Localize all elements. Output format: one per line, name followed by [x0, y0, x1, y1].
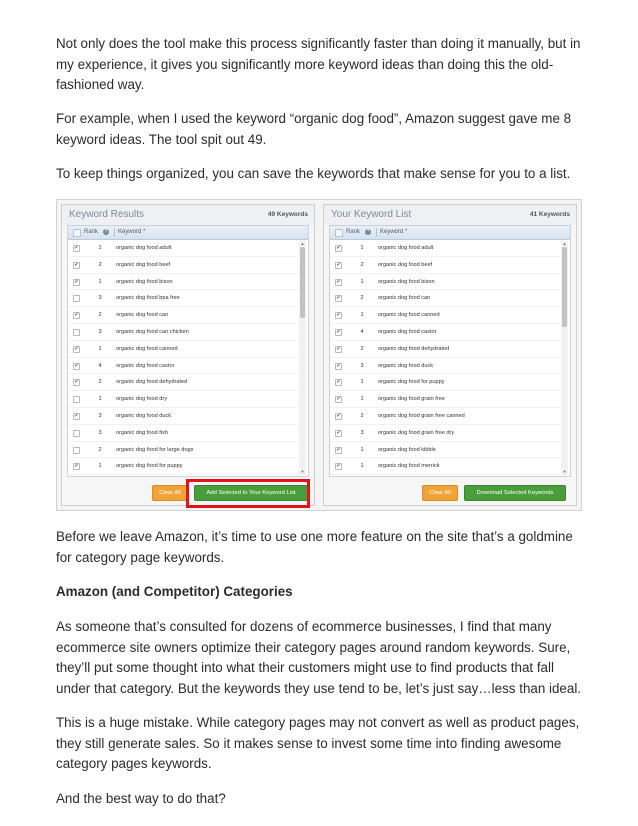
select-all-checkbox[interactable]	[73, 229, 81, 237]
keyword-results-panel	[61, 204, 315, 506]
rank-cell: 3	[98, 328, 102, 335]
info-icon[interactable]: ?	[104, 228, 108, 235]
rank-cell: 1	[360, 245, 364, 251]
your-keyword-list-panel	[323, 204, 577, 506]
rank-cell: 1	[98, 463, 102, 470]
keyword-cell: organic dog food grain free	[378, 396, 445, 403]
keyword-cell: organic dog food beef	[378, 261, 433, 268]
keyword-rows	[330, 240, 560, 475]
rank-cell: 3	[360, 362, 364, 369]
keyword-cell: organic dog food beef	[116, 261, 171, 268]
rank-cell: 3	[98, 295, 102, 302]
checkbox-checked[interactable]: ✔	[336, 278, 341, 285]
rank-cell: 1	[360, 446, 364, 453]
scrollbar[interactable]	[561, 241, 568, 475]
section-heading: Amazon (and Competitor) Categories	[56, 584, 293, 599]
checkbox-unchecked[interactable]	[73, 396, 80, 403]
checkbox-checked[interactable]: ✔	[336, 245, 341, 251]
keyword-cell: organic dog food dry	[116, 396, 167, 403]
checkbox-checked[interactable]: ✔	[74, 261, 79, 268]
mistake-paragraph: This is a huge mistake. While category pages may not convert as well as product pages, they still generate sales. So it makes sense to invest some time into finding awesome category pages keywords.	[56, 715, 580, 771]
checkbox-unchecked[interactable]	[73, 447, 80, 454]
table-row[interactable]	[330, 442, 560, 459]
keyword-count: 41 Keywords	[529, 211, 570, 218]
table-row[interactable]	[68, 358, 298, 375]
rank-cell: 3	[98, 412, 102, 419]
table-header	[330, 226, 570, 240]
rank-cell: 1	[360, 463, 364, 470]
table-row[interactable]	[330, 425, 560, 442]
scroll-down-arrow-icon[interactable]: ▼	[300, 469, 305, 474]
table-row[interactable]	[330, 358, 560, 375]
rank-cell: 2	[360, 261, 364, 268]
keyword-cell: organic dog food dehydrated	[378, 345, 450, 352]
goldmine-paragraph: Before we leave Amazon, it’s time to use one more feature on the site that’s a goldmine for category page keywords.	[56, 529, 573, 565]
scroll-down-arrow-icon[interactable]: ▼	[562, 469, 567, 474]
download-selected-button[interactable]: Download Selected Keywords	[464, 485, 566, 501]
checkbox-checked[interactable]: ✔	[74, 412, 79, 419]
rank-cell: 2	[98, 379, 102, 386]
keyword-cell: organic dog food for puppy	[116, 463, 183, 470]
checkbox-checked[interactable]: ✔	[336, 261, 341, 268]
rank-cell: 1	[360, 278, 364, 285]
keyword-cell: organic dog food castor	[378, 328, 437, 335]
table-row[interactable]	[330, 307, 560, 324]
select-all-checkbox[interactable]	[335, 229, 343, 237]
rank-cell: 3	[98, 429, 102, 436]
keyword-cell: organic dog food bison	[378, 278, 435, 285]
keyword-column-header[interactable]: Keyword *	[380, 229, 408, 235]
panel-title: Your Keyword List	[331, 209, 412, 220]
rank-cell: 2	[98, 312, 102, 319]
info-icon[interactable]: ?	[366, 228, 370, 235]
checkbox-checked[interactable]: ✔	[74, 362, 79, 369]
rank-cell: 4	[360, 328, 364, 335]
rank-cell: 1	[98, 345, 102, 352]
organize-paragraph: To keep things organized, you can save the keywords that make sense for you to a list.	[56, 166, 571, 181]
checkbox-checked[interactable]: ✔	[74, 278, 79, 285]
rank-cell: 4	[98, 362, 102, 369]
checkbox-unchecked[interactable]	[73, 329, 80, 336]
rank-cell: 2	[98, 446, 102, 453]
keyword-count: 49 Keywords	[267, 211, 308, 218]
table-row[interactable]	[68, 458, 298, 475]
checkbox-checked[interactable]: ✔	[336, 328, 341, 335]
keyword-cell: organic dog food grain free dry	[378, 429, 455, 436]
rank-cell: 1	[98, 278, 102, 285]
clear-all-button[interactable]: Clear All	[152, 485, 188, 501]
checkbox-checked[interactable]: ✔	[336, 429, 341, 436]
add-selected-button[interactable]: Add Selected to Your Keyword List	[194, 485, 308, 501]
panel-header	[62, 205, 314, 225]
table-row[interactable]	[68, 391, 298, 408]
example-paragraph: For example, when I used the keyword “organic dog food”, Amazon suggest gave me 8 keyword ideas. The tool spit out 49.	[56, 111, 572, 147]
keyword-cell: organic dog food duck	[378, 362, 434, 369]
table-row[interactable]	[330, 458, 560, 475]
table-row[interactable]	[68, 442, 298, 459]
rank-cell: 1	[98, 245, 102, 251]
table-row[interactable]	[330, 341, 560, 358]
rank-column-header[interactable]: Rank	[346, 229, 361, 235]
rank-cell: 2	[98, 261, 102, 268]
checkbox-unchecked[interactable]	[73, 295, 80, 302]
question-paragraph: And the best way to do that?	[56, 791, 226, 806]
checkbox-checked[interactable]: ✔	[336, 396, 341, 403]
table-row[interactable]	[330, 408, 560, 425]
keyword-cell: organic dog food bison	[116, 278, 173, 285]
keyword-cell: organic dog food merrick	[378, 463, 440, 470]
checkbox-checked[interactable]: ✔	[336, 312, 341, 319]
panel-title: Keyword Results	[69, 209, 145, 220]
table-row[interactable]	[68, 425, 298, 442]
table-row[interactable]	[68, 374, 298, 391]
keyword-cell: organic dog food castor	[116, 362, 175, 369]
rank-cell: 3	[360, 429, 364, 436]
intro-paragraph: Not only does the tool make this process significantly faster than doing it manually, but in my experience, it gives you significantly more keyword ideas than doing this the old-fashioned way.	[56, 36, 581, 92]
rank-cell: 1	[360, 312, 364, 319]
table-row[interactable]	[68, 257, 298, 274]
checkbox-checked[interactable]: ✔	[74, 345, 79, 352]
checkbox-checked[interactable]: ✔	[74, 312, 79, 319]
keyword-cell: organic dog food can chicken	[116, 328, 189, 335]
checkbox-checked[interactable]: ✔	[336, 446, 341, 453]
table-row[interactable]	[330, 274, 560, 291]
keyword-cell: organic dog food dehydrated	[116, 379, 188, 386]
keyword-cell: organic dog food bpa free	[116, 295, 180, 302]
checkbox-checked[interactable]: ✔	[336, 295, 341, 302]
table-header	[68, 226, 308, 240]
keyword-rows	[68, 240, 298, 475]
keyword-cell: organic dog food fish	[116, 429, 168, 436]
checkbox-checked[interactable]: ✔	[336, 362, 341, 369]
table-row[interactable]	[68, 324, 298, 341]
scroll-up-arrow-icon[interactable]: ▲	[562, 241, 567, 246]
table-row[interactable]	[68, 274, 298, 291]
keyword-cell: organic dog food can	[378, 295, 431, 302]
keyword-cell: organic dog food grain free canned	[378, 412, 465, 419]
checkbox-checked[interactable]: ✔	[74, 463, 79, 470]
keyword-tool-screenshot	[56, 199, 582, 511]
table-row[interactable]	[330, 240, 560, 257]
keyword-cell: organic dog food for large dogs	[116, 446, 194, 453]
table-row[interactable]	[330, 290, 560, 307]
checkbox-checked[interactable]: ✔	[336, 412, 341, 419]
table-row[interactable]	[68, 240, 298, 257]
table-row[interactable]	[330, 374, 560, 391]
keyword-cell: organic dog food can	[116, 312, 169, 319]
scroll-thumb[interactable]	[562, 247, 567, 327]
rank-cell: 2	[360, 412, 364, 419]
keyword-cell: organic dog food kibble	[378, 446, 436, 453]
table-row[interactable]	[330, 391, 560, 408]
checkbox-checked[interactable]: ✔	[336, 345, 341, 352]
table-row[interactable]	[68, 307, 298, 324]
keyword-cell: organic dog food adult	[378, 245, 434, 251]
rank-cell: 1	[360, 396, 364, 403]
column-divider	[114, 228, 115, 237]
checkbox-unchecked[interactable]	[73, 430, 80, 437]
keyword-cell: organic dog food duck	[116, 412, 172, 419]
clear-all-button[interactable]: Clear All	[422, 485, 458, 501]
checkbox-checked[interactable]: ✔	[336, 379, 341, 386]
table-row[interactable]	[68, 408, 298, 425]
rank-cell: 1	[360, 379, 364, 386]
keyword-cell: organic dog food canned	[116, 345, 178, 352]
consulting-paragraph: As someone that’s consulted for dozens of ecommerce businesses, I find that many ecommerce site owners optimize their category pages around random keywords. Sure, they’ll put some thought into what their customers might use to find products that fall under that category. But the keywords they use tend to be, let’s just say…less than ideal.	[56, 619, 582, 696]
keyword-cell: organic dog food canned	[378, 312, 440, 319]
rank-cell: 2	[360, 295, 364, 302]
keyword-cell: organic dog food for puppy	[378, 379, 445, 386]
rank-column-header[interactable]: Rank	[84, 229, 99, 235]
column-divider	[376, 228, 377, 237]
scrollbar[interactable]	[299, 241, 306, 475]
checkbox-checked[interactable]: ✔	[336, 463, 341, 470]
table-row[interactable]	[330, 257, 560, 274]
scroll-thumb[interactable]	[300, 247, 305, 318]
table-row[interactable]	[330, 324, 560, 341]
panel-header	[324, 205, 576, 225]
keyword-column-header[interactable]: Keyword *	[118, 229, 146, 235]
rank-cell: 1	[98, 396, 102, 403]
highlight-box	[186, 479, 310, 508]
table-row[interactable]	[68, 341, 298, 358]
keyword-cell: organic dog food adult	[116, 245, 172, 251]
table-row[interactable]	[68, 290, 298, 307]
keyword-table	[67, 225, 309, 477]
keyword-list-table	[329, 225, 571, 477]
rank-cell: 2	[360, 345, 364, 352]
checkbox-checked[interactable]: ✔	[74, 379, 79, 386]
checkbox-checked[interactable]: ✔	[74, 245, 79, 251]
scroll-up-arrow-icon[interactable]: ▲	[300, 241, 305, 246]
